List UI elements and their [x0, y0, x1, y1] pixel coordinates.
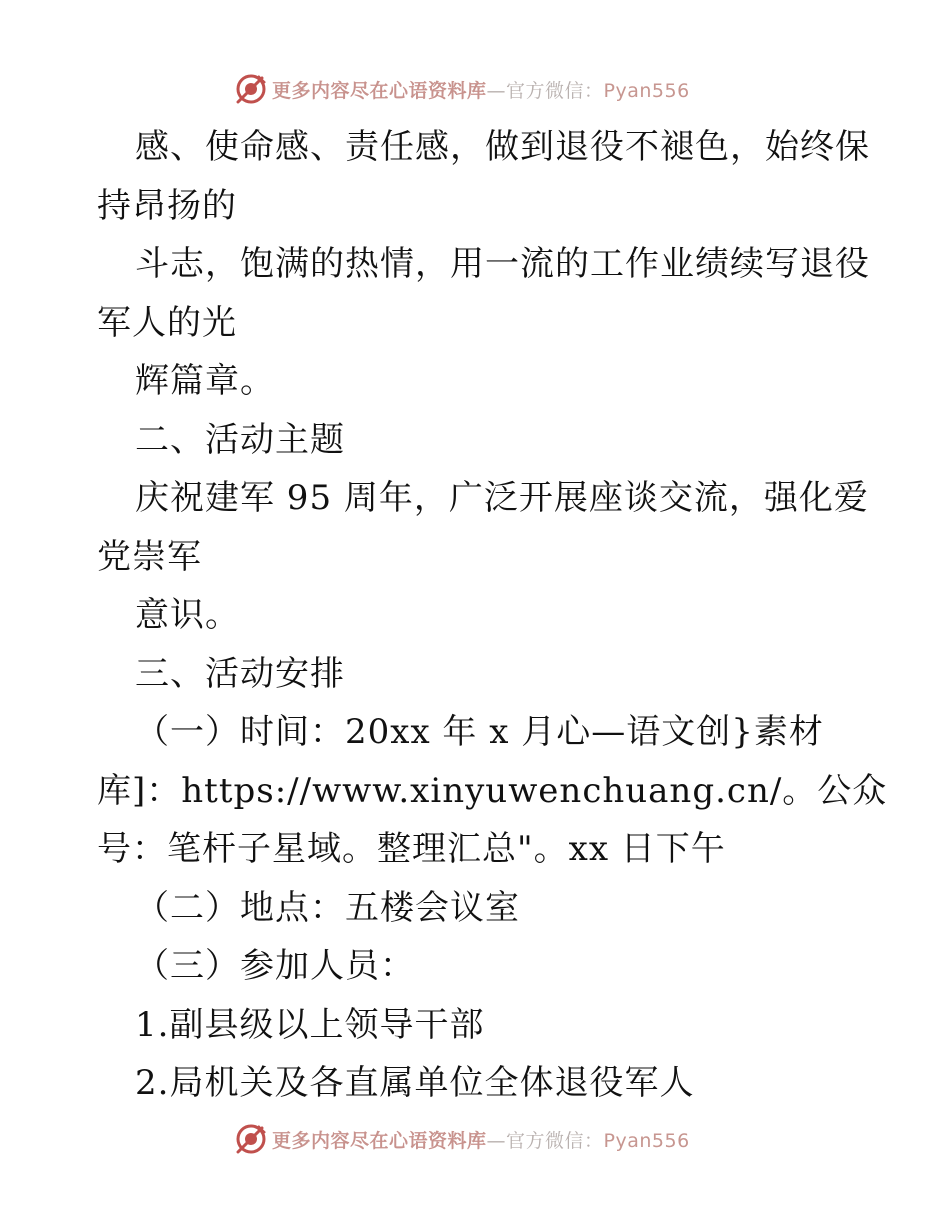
- list-item: 1.副县级以上领导干部: [135, 1004, 485, 1045]
- body-line: （二）地点：五楼会议室: [135, 887, 520, 928]
- footer-watermark: [234, 1122, 734, 1156]
- body-line: （一）时间：20xx 年 x 月心—语文创}素材: [135, 712, 824, 752]
- body-line: 持昂扬的: [97, 185, 237, 226]
- body-line: 党崇军: [97, 536, 202, 577]
- section-heading: 三、活动安排: [135, 653, 345, 694]
- body-line: （三）参加人员：: [135, 946, 415, 986]
- list-item: 2.局机关及各直属单位全体退役军人: [135, 1063, 695, 1103]
- body-line: 斗志，饱满的热情，用一流的工作业绩续写退役: [135, 244, 870, 284]
- watermark-text: 更多内容尽在心语资料库—官方微信：Pyan556: [272, 1129, 690, 1152]
- header-watermark: [234, 72, 734, 106]
- body-line: 辉篇章。: [135, 361, 275, 401]
- document-body: [97, 118, 888, 1113]
- body-line: 庆祝建军 95 周年，广泛开展座谈交流，强化爱: [135, 478, 869, 518]
- pen-logo-icon: [234, 1122, 268, 1156]
- section-heading: 二、活动主题: [135, 419, 345, 460]
- watermark-text: 更多内容尽在心语资料库—官方微信：Pyan556: [272, 79, 690, 102]
- body-line: 感、使命感、责任感，做到退役不褪色，始终保: [135, 127, 870, 167]
- pen-logo-icon: [234, 72, 268, 106]
- body-line: 意识。: [135, 595, 240, 635]
- body-line: 号：笔杆子星域。整理汇总"。xx 日下午: [97, 829, 726, 869]
- body-line: 军人的光: [97, 302, 237, 343]
- body-line: 库]：https://www.xinyuwenchuang.cn/。公众: [97, 770, 888, 811]
